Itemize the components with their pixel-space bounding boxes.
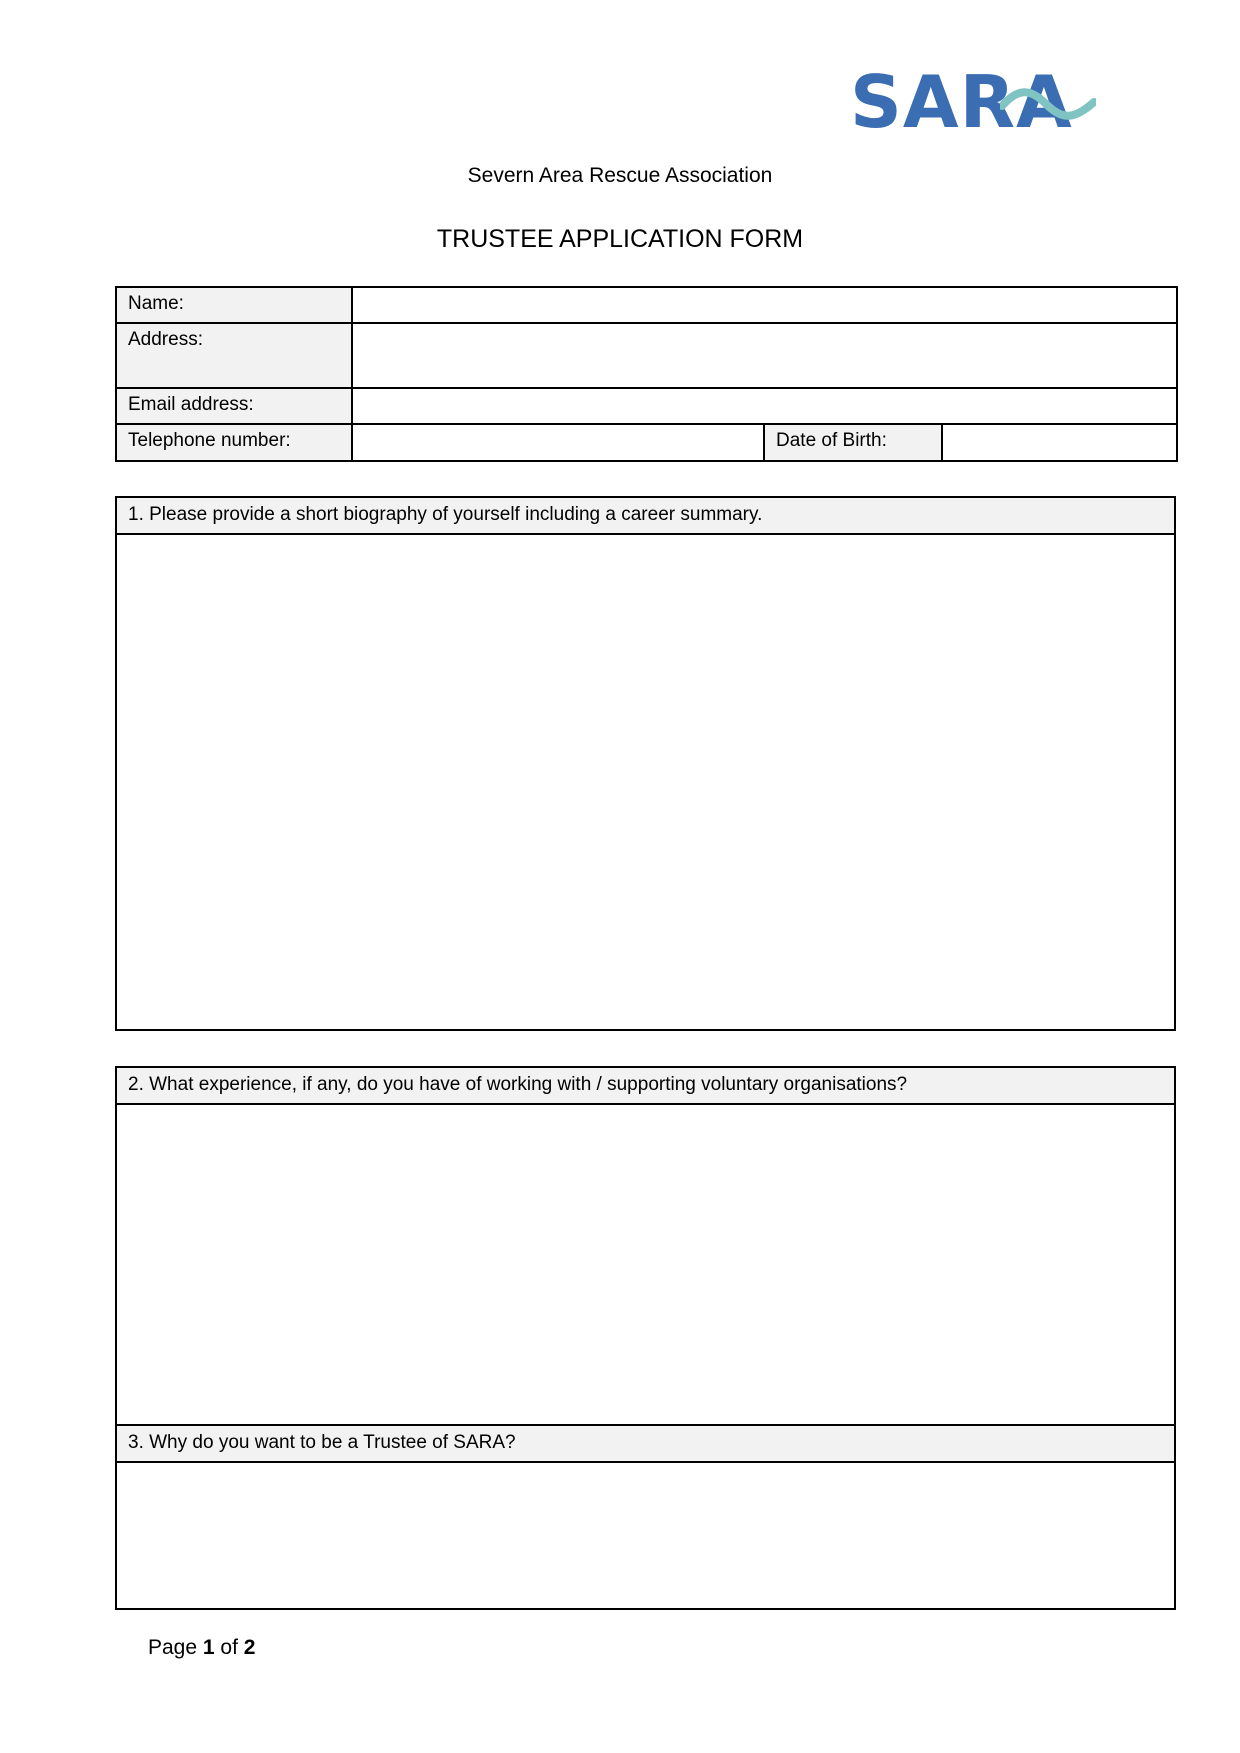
page-word: Page [148,1636,198,1659]
questions-2-3-block [115,1066,1176,1610]
logo-wordmark: SARA [850,60,1073,144]
current-page: 1 [202,1636,215,1659]
page-number [148,1636,255,1660]
email-field[interactable] [352,388,1177,424]
name-field[interactable] [352,287,1177,323]
question-1-text: 1. Please provide a short biography of yourself including a career summary. [116,497,1175,534]
sara-logo [850,60,1100,146]
question-1-block [115,496,1176,1031]
name-label: Name: [116,287,352,323]
applicant-details-table [115,286,1178,462]
question-3-answer[interactable] [116,1462,1175,1609]
question-1-answer[interactable] [116,534,1175,1030]
total-pages: 2 [243,1636,256,1659]
question-2-answer[interactable] [116,1104,1175,1425]
telephone-label: Telephone number: [116,424,352,461]
page-title: TRUSTEE APPLICATION FORM [436,225,804,253]
email-label: Email address: [116,388,352,424]
dob-label: Date of Birth: [764,424,942,461]
address-field[interactable] [352,323,1177,388]
question-2-text: 2. What experience, if any, do you have of working with / supporting voluntary organisations? [116,1067,1175,1104]
of-word: of [220,1636,238,1659]
telephone-field[interactable] [352,424,764,461]
address-label: Address: [116,323,352,388]
dob-field[interactable] [942,424,1177,461]
wave-icon [1000,86,1096,126]
organisation-name: Severn Area Rescue Association [467,164,773,187]
question-3-text: 3. Why do you want to be a Trustee of SARA? [116,1425,1175,1462]
